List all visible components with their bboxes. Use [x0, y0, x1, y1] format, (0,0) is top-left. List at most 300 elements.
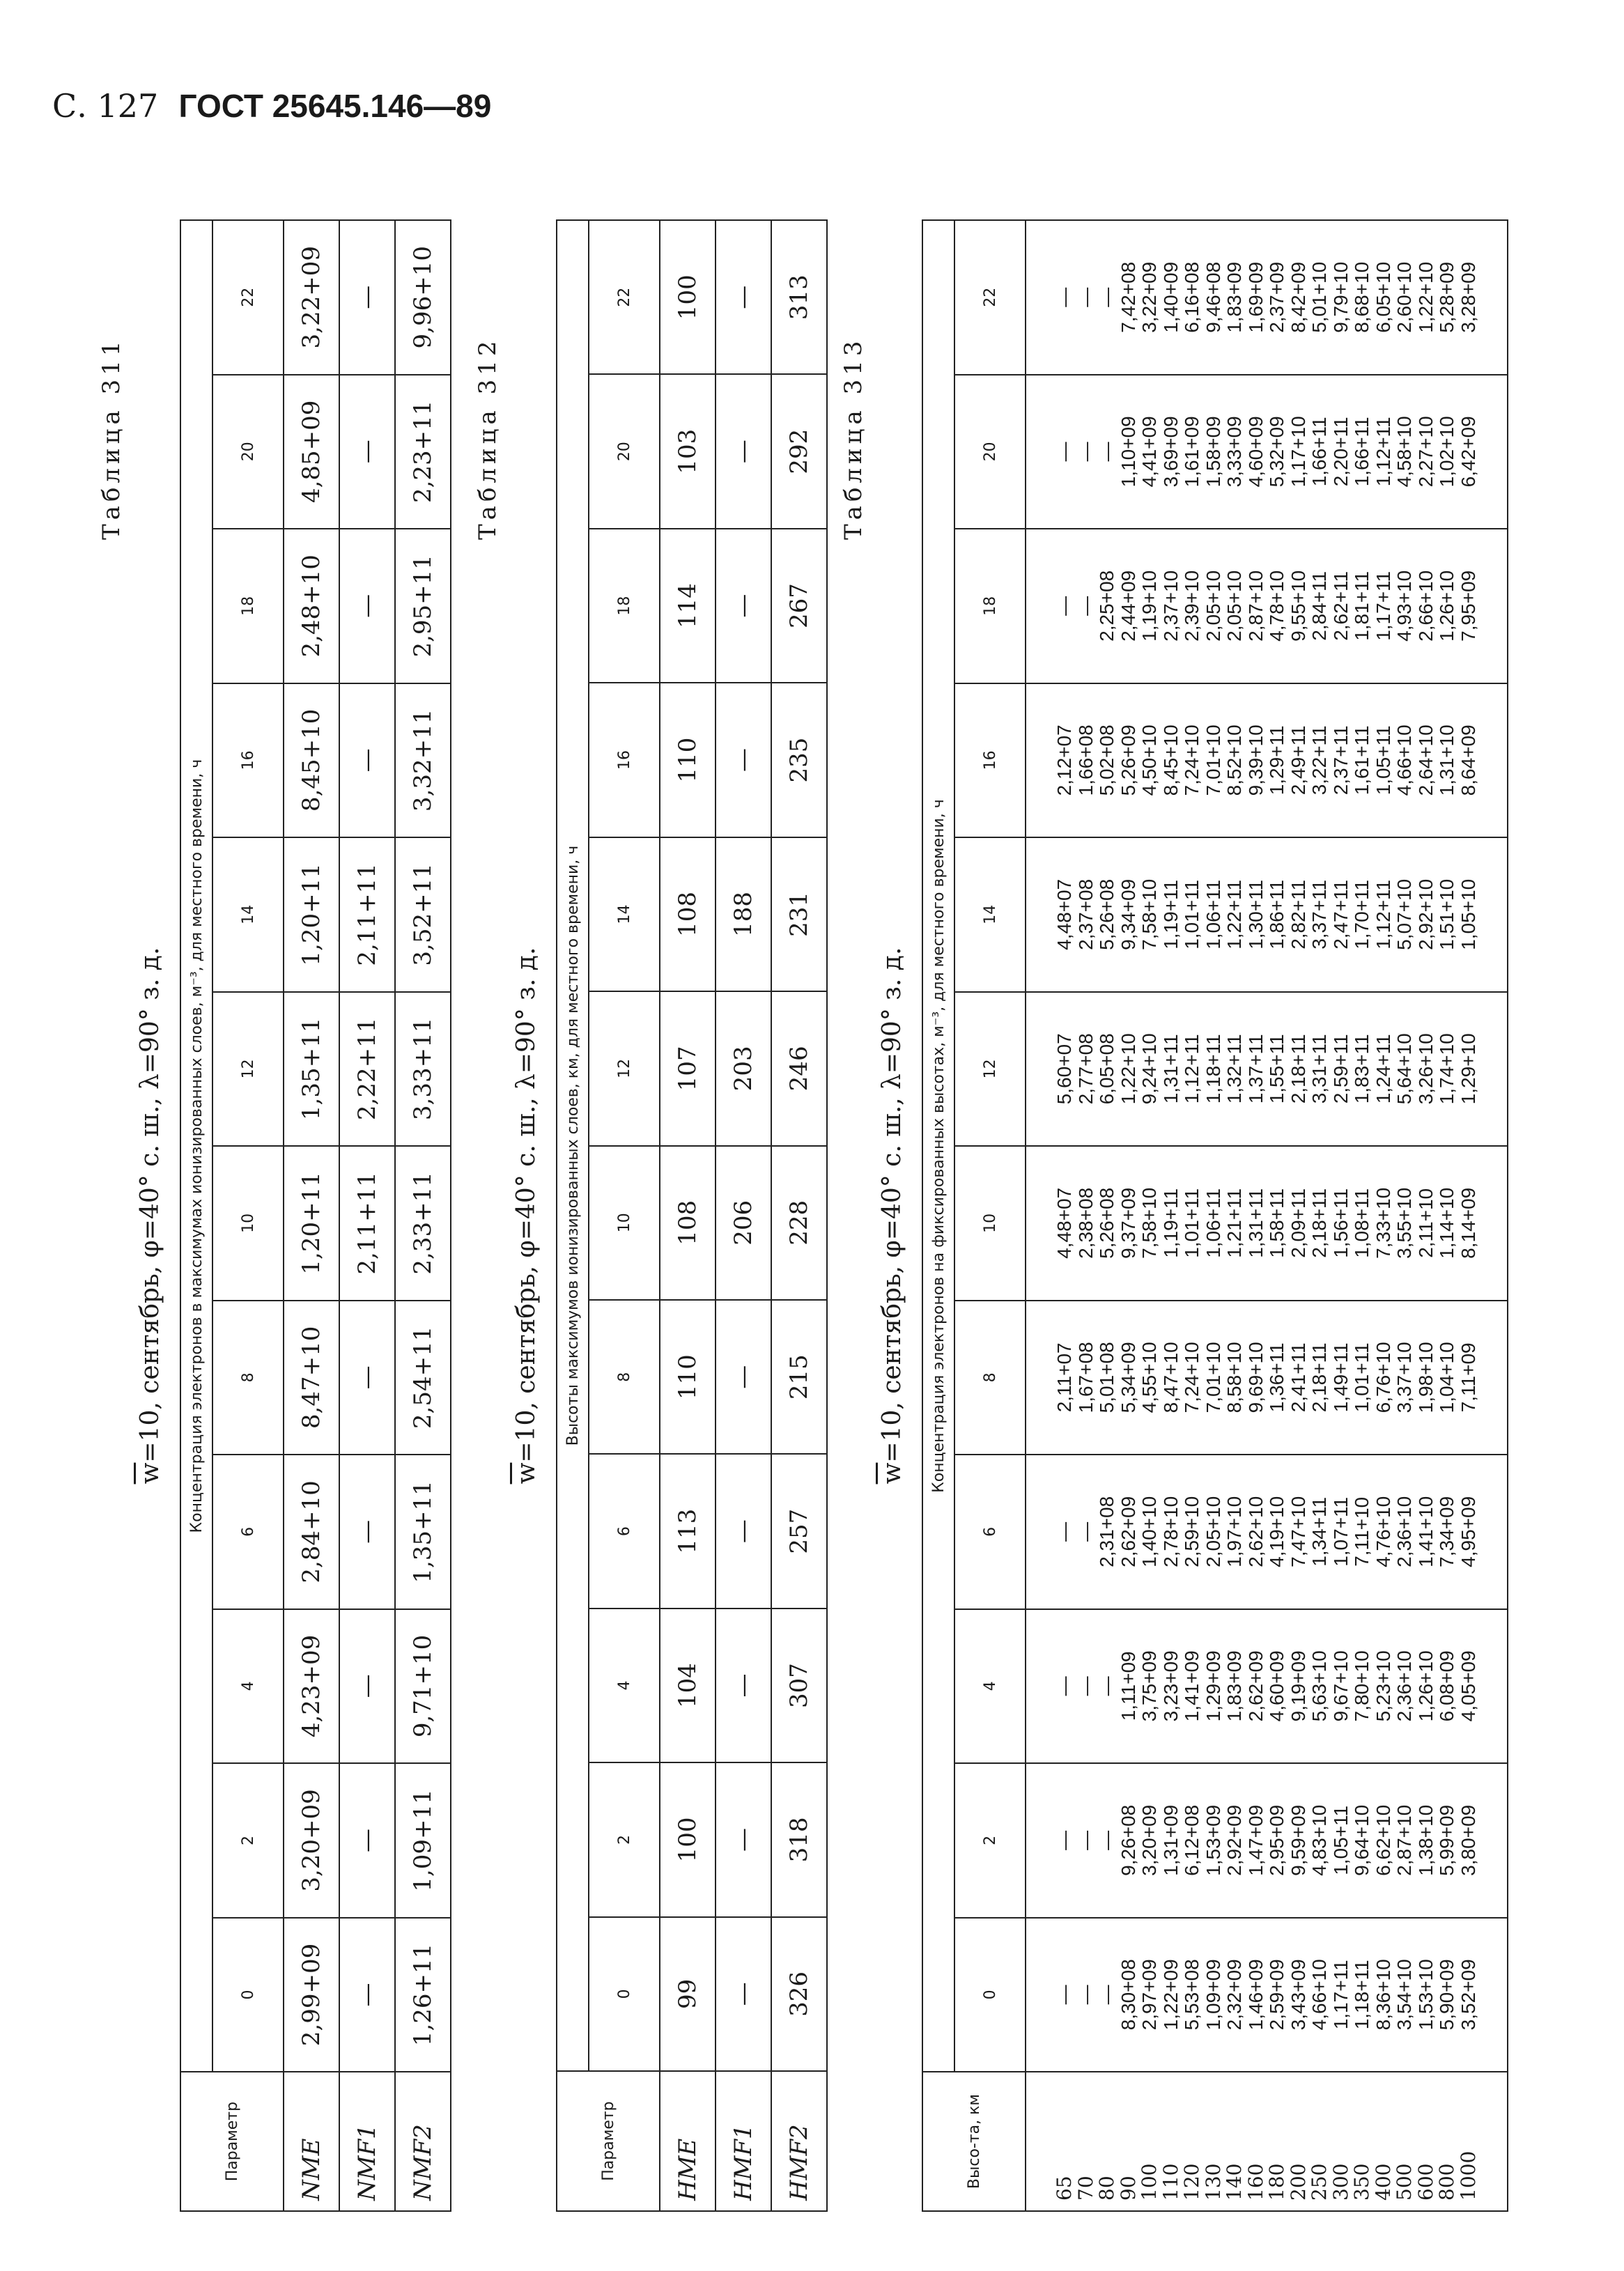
- hour-header: 8: [589, 1300, 660, 1454]
- value-cell: 6,05+08: [1096, 1033, 1118, 1105]
- value-cell: 2,37+11: [1329, 725, 1352, 796]
- value-cell: 2,44+09: [1117, 570, 1139, 642]
- hour-header: 22: [589, 220, 660, 374]
- value-cell: 1,38+10: [1414, 1804, 1437, 1876]
- height-value: 140: [1223, 2163, 1246, 2201]
- value-cell: 5,01+10: [1308, 261, 1330, 333]
- value-cell: 5,99+09: [1436, 1804, 1457, 1876]
- hour-header: 6: [589, 1454, 660, 1608]
- value-cell: 1,17+11: [1329, 1960, 1352, 2030]
- value-cell: 3,37+11: [1308, 879, 1330, 950]
- hour-header: 12: [954, 992, 1026, 1147]
- table-row: [339, 220, 395, 2211]
- value-cell: 1,40+10: [1138, 1496, 1160, 1567]
- value-cell: 4,66+10: [1393, 724, 1415, 796]
- value-cell: 3,20+09: [1138, 1804, 1160, 1876]
- value-cell: 5,23+10: [1372, 1650, 1394, 1722]
- value-column: [1026, 1301, 1508, 1455]
- value-cell: —: [339, 1918, 395, 2072]
- value-cell: 1,09+09: [1202, 1959, 1224, 2031]
- value-cell: 1,18+11: [1351, 1960, 1372, 2030]
- table-313-caption: Таблица 313: [840, 336, 867, 540]
- value-cell: 2,36+10: [1393, 1496, 1415, 1567]
- value-cell: 114: [660, 529, 716, 683]
- hour-header: 0: [954, 1918, 1026, 2072]
- value-column: [1026, 1918, 1508, 2072]
- value-cell: 1,70+11: [1351, 879, 1372, 950]
- subtitle-w: $\overline{w}$: [136, 1462, 164, 1485]
- hour-header: 6: [954, 1455, 1026, 1609]
- hour-header: 6: [212, 1455, 284, 1609]
- hour-header: 8: [212, 1301, 284, 1455]
- value-cell: 2,99+09: [284, 1918, 339, 2072]
- value-cell: 313: [771, 220, 827, 374]
- value-cell: 228: [771, 1146, 827, 1300]
- hour-header: 16: [589, 683, 660, 837]
- value-cell: 2,66+10: [1414, 570, 1437, 642]
- value-cell: 4,83+10: [1308, 1804, 1330, 1876]
- value-cell: 1,56+11: [1329, 1188, 1352, 1258]
- param-name: NMF1: [339, 2072, 395, 2211]
- value-cell: 1,09+11: [395, 1763, 451, 1918]
- value-cell: 1,97+10: [1223, 1496, 1245, 1567]
- value-cell: 9,69+10: [1244, 1342, 1267, 1413]
- value-cell: 2,41+11: [1287, 1342, 1309, 1413]
- page-header: [52, 87, 491, 125]
- value-cell: 1,04+10: [1436, 1342, 1457, 1413]
- value-cell: —: [1096, 442, 1118, 462]
- value-cell: 8,45+10: [284, 683, 339, 838]
- value-cell: 2,59+11: [1329, 1034, 1352, 1104]
- height-value: 80: [1095, 2176, 1118, 2201]
- value-cell: 1,22+09: [1159, 1959, 1182, 2031]
- value-cell: 1,07+11: [1329, 1496, 1352, 1567]
- value-cell: 9,19+09: [1287, 1650, 1309, 1722]
- value-cell: 1,41+09: [1181, 1650, 1202, 1722]
- value-cell: 8,36+10: [1372, 1959, 1394, 2031]
- value-cell: 1,53+09: [1202, 1804, 1224, 1876]
- value-cell: 1,40+09: [1159, 261, 1182, 333]
- value-cell: 9,96+10: [395, 220, 451, 375]
- value-cell: 1,31+11: [1244, 1188, 1267, 1258]
- value-cell: 110: [660, 1300, 716, 1454]
- value-cell: 1,22+10: [1117, 1033, 1139, 1105]
- value-cell: 4,48+07: [1053, 878, 1075, 950]
- value-cell: 1,14+10: [1436, 1187, 1457, 1259]
- value-cell: 2,84+11: [1308, 571, 1330, 641]
- value-cell: 5,63+10: [1308, 1650, 1330, 1722]
- value-cell: 108: [660, 837, 716, 991]
- value-cell: 1,01+11: [1181, 879, 1202, 950]
- hour-header: 12: [589, 991, 660, 1145]
- value-cell: 1,29+10: [1457, 1033, 1479, 1105]
- value-cell: 4,19+10: [1266, 1496, 1287, 1567]
- value-cell: 7,11+10: [1351, 1496, 1372, 1567]
- page-number: С. 127: [52, 87, 159, 125]
- value-cell: 2,33+11: [395, 1146, 451, 1301]
- param-name: NME: [284, 2072, 339, 2211]
- value-cell: 7,58+10: [1138, 1187, 1160, 1259]
- value-cell: 1,98+10: [1414, 1342, 1437, 1413]
- value-cell: 2,77+08: [1074, 1033, 1097, 1105]
- value-cell: 8,47+10: [1159, 1342, 1182, 1413]
- value-cell: 103: [660, 374, 716, 528]
- value-cell: 1,61+11: [1351, 725, 1372, 796]
- value-cell: 2,62+09: [1117, 1496, 1139, 1567]
- value-cell: 203: [716, 991, 771, 1145]
- value-cell: 2,59+09: [1266, 1959, 1287, 2031]
- value-cell: 1,18+11: [1202, 1034, 1224, 1104]
- value-cell: 2,37+10: [1159, 570, 1182, 642]
- value-cell: 4,78+10: [1266, 570, 1287, 642]
- value-cell: 3,22+09: [1138, 261, 1160, 333]
- value-cell: 5,34+09: [1117, 1342, 1139, 1413]
- table-312: [556, 219, 828, 2212]
- height-value: 120: [1180, 2163, 1203, 2201]
- param-header: Параметр: [180, 2072, 284, 2211]
- value-cell: 246: [771, 991, 827, 1145]
- value-cell: 2,64+10: [1414, 724, 1437, 796]
- value-cell: 1,31+09: [1159, 1804, 1182, 1876]
- value-cell: 5,28+09: [1436, 261, 1457, 333]
- value-cell: 1,26+10: [1414, 1650, 1437, 1722]
- value-cell: 9,34+09: [1117, 878, 1139, 950]
- value-cell: 2,27+10: [1414, 416, 1437, 488]
- value-cell: 9,37+09: [1117, 1187, 1139, 1259]
- value-cell: 1,74+10: [1436, 1033, 1457, 1105]
- height-value: 600: [1414, 2163, 1437, 2201]
- value-cell: 1,19+11: [1159, 879, 1182, 950]
- value-cell: 1,66+11: [1351, 417, 1372, 487]
- value-cell: 1,26+10: [1436, 570, 1457, 642]
- height-value: 200: [1286, 2163, 1310, 2201]
- value-cell: 2,82+11: [1287, 879, 1309, 950]
- value-cell: 2,49+11: [1287, 725, 1309, 796]
- value-cell: 5,26+08: [1096, 1187, 1118, 1259]
- value-cell: 2,37+08: [1074, 878, 1097, 950]
- value-cell: 1,12+11: [1372, 879, 1394, 950]
- value-cell: —: [1096, 1830, 1118, 1850]
- value-cell: 6,42+09: [1457, 416, 1479, 488]
- table-311-caption: Таблица 311: [98, 336, 125, 540]
- value-cell: —: [1053, 1521, 1075, 1542]
- value-cell: 9,79+10: [1329, 261, 1352, 333]
- value-cell: 2,18+11: [1308, 1188, 1330, 1258]
- value-cell: 3,23+09: [1159, 1650, 1182, 1722]
- table-312-caption: Таблица 312: [474, 336, 502, 540]
- value-cell: 7,95+09: [1457, 570, 1479, 642]
- table-312-block: [474, 219, 836, 2212]
- value-cell: 9,71+10: [395, 1609, 451, 1764]
- table-312-subtitle: $\overline{w}=10$, сентябрь, φ=40° с. ш., λ=90° з. д.: [512, 947, 541, 1485]
- value-cell: —: [1096, 1676, 1118, 1696]
- value-cell: 7,47+10: [1287, 1496, 1309, 1567]
- hour-header: 2: [212, 1763, 284, 1918]
- value-cell: 4,41+09: [1138, 416, 1160, 488]
- value-cell: 1,69+09: [1244, 261, 1267, 333]
- value-cell: 1,37+11: [1244, 1034, 1267, 1104]
- value-cell: 1,55+11: [1266, 1034, 1287, 1104]
- value-cell: 2,92+09: [1223, 1804, 1245, 1876]
- value-cell: 9,67+10: [1329, 1650, 1352, 1722]
- hour-header: 14: [954, 837, 1026, 992]
- value-cell: —: [716, 374, 771, 528]
- value-cell: 100: [660, 1762, 716, 1916]
- value-cell: 2,32+09: [1223, 1959, 1245, 2031]
- param-name: HME: [660, 2071, 716, 2211]
- height-column: [1026, 2072, 1508, 2211]
- value-cell: 2,62+11: [1329, 571, 1352, 641]
- value-cell: 1,61+09: [1181, 416, 1202, 488]
- value-cell: 9,64+10: [1351, 1804, 1372, 1876]
- value-cell: 8,64+09: [1457, 724, 1479, 796]
- value-cell: 4,05+09: [1457, 1650, 1479, 1722]
- value-cell: 8,30+08: [1117, 1959, 1139, 2031]
- height-value: 350: [1350, 2163, 1373, 2201]
- value-cell: 1,01+11: [1351, 1342, 1372, 1413]
- value-cell: 3,33+11: [395, 992, 451, 1147]
- standard-code: ГОСТ 25645.146—89: [178, 88, 492, 124]
- value-cell: 9,46+08: [1202, 261, 1224, 333]
- value-cell: 6,05+10: [1372, 261, 1394, 333]
- value-cell: 1,12+11: [1181, 1034, 1202, 1104]
- value-cell: 1,05+11: [1372, 725, 1394, 796]
- value-cell: 5,32+09: [1266, 416, 1287, 488]
- value-cell: 1,02+10: [1436, 416, 1457, 488]
- value-cell: 7,24+10: [1181, 1342, 1202, 1413]
- hour-header: 16: [212, 683, 284, 838]
- value-cell: 2,05+10: [1202, 570, 1224, 642]
- value-cell: 1,81+11: [1351, 571, 1372, 641]
- value-cell: —: [339, 220, 395, 375]
- value-cell: 1,24+11: [1372, 1034, 1394, 1104]
- value-cell: 3,20+09: [284, 1763, 339, 1918]
- height-value: 160: [1244, 2163, 1267, 2201]
- value-cell: 9,59+09: [1287, 1804, 1309, 1876]
- value-cell: 1,66+11: [1308, 417, 1330, 487]
- value-cell: —: [339, 1455, 395, 1609]
- value-column: [1026, 837, 1508, 992]
- value-cell: 307: [771, 1609, 827, 1762]
- value-cell: 231: [771, 837, 827, 991]
- value-cell: 2,95+09: [1266, 1804, 1287, 1876]
- value-cell: 267: [771, 529, 827, 683]
- value-cell: 1,53+10: [1414, 1959, 1437, 2031]
- hour-header: 22: [954, 220, 1026, 375]
- value-cell: 3,22+11: [1308, 725, 1330, 796]
- value-cell: 1,06+11: [1202, 1188, 1224, 1258]
- value-cell: 1,35+11: [284, 992, 339, 1147]
- value-cell: 2,20+11: [1329, 417, 1352, 487]
- value-cell: 4,50+10: [1138, 724, 1160, 796]
- value-cell: 2,12+07: [1053, 724, 1075, 796]
- value-cell: 2,11+07: [1053, 1342, 1075, 1413]
- value-cell: 1,58+09: [1202, 416, 1224, 488]
- value-cell: —: [716, 1917, 771, 2071]
- value-cell: 5,26+09: [1117, 724, 1139, 796]
- value-cell: —: [1074, 1830, 1097, 1850]
- value-cell: 2,22+11: [339, 992, 395, 1147]
- height-value: 100: [1138, 2163, 1161, 2201]
- height-value: 1000: [1456, 2150, 1480, 2201]
- value-cell: 1,12+11: [1372, 417, 1394, 487]
- value-cell: 1,17+10: [1287, 416, 1309, 488]
- table-311-block: [98, 219, 460, 2212]
- value-cell: 2,97+09: [1138, 1959, 1160, 2031]
- hour-header: 20: [589, 374, 660, 528]
- hour-header: 18: [212, 529, 284, 683]
- value-cell: 9,24+10: [1138, 1033, 1160, 1105]
- hour-header: 8: [954, 1301, 1026, 1455]
- value-cell: 5,53+08: [1181, 1959, 1202, 2031]
- value-cell: 7,80+10: [1351, 1650, 1372, 1722]
- value-cell: 5,64+10: [1393, 1033, 1415, 1105]
- value-column: [1026, 683, 1508, 838]
- value-cell: 1,22+11: [1223, 879, 1245, 950]
- value-cell: 235: [771, 683, 827, 837]
- value-cell: —: [1074, 442, 1097, 462]
- value-cell: —: [716, 1300, 771, 1454]
- value-cell: —: [1053, 287, 1075, 307]
- hour-header: 12: [212, 992, 284, 1147]
- value-cell: 3,52+09: [1457, 1959, 1479, 2031]
- value-cell: 2,23+11: [395, 375, 451, 529]
- value-cell: —: [1074, 1985, 1097, 2005]
- value-cell: 4,95+09: [1457, 1496, 1479, 1567]
- value-cell: 1,58+11: [1266, 1188, 1287, 1258]
- value-cell: 110: [660, 683, 716, 837]
- value-cell: 3,54+10: [1393, 1959, 1415, 2031]
- value-cell: 8,58+10: [1223, 1342, 1245, 1413]
- value-cell: 2,09+11: [1287, 1188, 1309, 1258]
- hour-header: 14: [212, 837, 284, 992]
- value-cell: 1,83+11: [1351, 1034, 1372, 1104]
- value-cell: 1,22+10: [1414, 261, 1437, 333]
- value-cell: 6,76+10: [1372, 1342, 1394, 1413]
- value-cell: 104: [660, 1609, 716, 1762]
- value-cell: —: [339, 375, 395, 529]
- value-cell: 2,37+09: [1266, 261, 1287, 333]
- table-311: [180, 219, 451, 2212]
- hour-header: 10: [954, 1146, 1026, 1301]
- value-cell: 1,83+09: [1223, 1650, 1245, 1722]
- value-cell: 1,19+10: [1138, 570, 1160, 642]
- hour-header: 18: [954, 529, 1026, 683]
- hour-header: 14: [589, 837, 660, 991]
- value-cell: 318: [771, 1762, 827, 1916]
- table-row: [660, 220, 716, 2211]
- value-cell: 257: [771, 1454, 827, 1608]
- value-cell: —: [339, 1609, 395, 1764]
- value-cell: 326: [771, 1917, 827, 2071]
- height-value: 90: [1116, 2176, 1140, 2201]
- value-cell: —: [1074, 1521, 1097, 1542]
- value-cell: 4,85+09: [284, 375, 339, 529]
- value-cell: 2,05+10: [1223, 570, 1245, 642]
- value-cell: 1,36+11: [1266, 1342, 1287, 1413]
- value-cell: 1,31+10: [1436, 724, 1457, 796]
- value-cell: 6,12+08: [1181, 1804, 1202, 1876]
- hour-header: 18: [589, 529, 660, 683]
- value-cell: 4,55+10: [1138, 1342, 1160, 1413]
- value-cell: 1,46+09: [1244, 1959, 1267, 2031]
- table-row: [716, 220, 771, 2211]
- value-cell: 5,90+09: [1436, 1959, 1457, 2031]
- value-cell: 1,35+11: [395, 1455, 451, 1609]
- value-cell: 3,75+09: [1138, 1650, 1160, 1722]
- value-cell: 1,49+11: [1329, 1342, 1352, 1413]
- value-cell: 2,48+10: [284, 529, 339, 683]
- value-cell: 2,59+10: [1181, 1496, 1202, 1567]
- table-row: [395, 220, 451, 2211]
- value-cell: —: [339, 1763, 395, 1918]
- value-cell: 5,02+08: [1096, 724, 1118, 796]
- height-value: 400: [1371, 2163, 1395, 2201]
- value-cell: 2,11+11: [339, 837, 395, 992]
- value-cell: 1,06+11: [1202, 879, 1224, 950]
- height-value: 70: [1074, 2176, 1097, 2201]
- value-cell: 2,87+10: [1244, 570, 1267, 642]
- value-cell: 5,07+10: [1393, 878, 1415, 950]
- value-cell: 108: [660, 1146, 716, 1300]
- value-cell: 4,23+09: [284, 1609, 339, 1764]
- value-cell: 7,01+10: [1202, 1342, 1224, 1413]
- value-cell: 107: [660, 991, 716, 1145]
- value-cell: 2,92+10: [1414, 878, 1437, 950]
- value-cell: 4,60+09: [1244, 416, 1267, 488]
- value-column: [1026, 375, 1508, 529]
- value-cell: 6,62+10: [1372, 1804, 1394, 1876]
- value-cell: —: [716, 1762, 771, 1916]
- value-cell: 4,48+07: [1053, 1187, 1075, 1259]
- value-cell: 2,84+10: [284, 1455, 339, 1609]
- value-cell: —: [1053, 442, 1075, 462]
- hour-header: 0: [589, 1917, 660, 2071]
- table-body-row: [1026, 220, 1508, 2211]
- value-cell: 292: [771, 374, 827, 528]
- value-cell: 1,29+09: [1202, 1650, 1224, 1722]
- param-name: HMF1: [716, 2071, 771, 2211]
- value-cell: 5,60+07: [1053, 1033, 1075, 1105]
- value-cell: 2,47+11: [1329, 879, 1352, 950]
- value-cell: 3,52+11: [395, 837, 451, 992]
- value-cell: 1,51+10: [1436, 878, 1457, 950]
- value-cell: 1,19+11: [1159, 1188, 1182, 1258]
- value-cell: 100: [660, 220, 716, 374]
- height-header: Высо-та, км: [922, 2072, 1026, 2211]
- height-value: 300: [1329, 2163, 1352, 2201]
- group-header: Концентрация электронов на фиксированных высотах, м⁻³, для местного времени, ч: [922, 220, 954, 2072]
- value-cell: 1,86+11: [1266, 879, 1287, 950]
- value-cell: 1,20+11: [284, 837, 339, 992]
- value-cell: 4,76+10: [1372, 1496, 1394, 1567]
- value-column: [1026, 1609, 1508, 1764]
- value-cell: 188: [716, 837, 771, 991]
- value-cell: 2,54+11: [395, 1301, 451, 1455]
- value-cell: 1,31+11: [1159, 1034, 1182, 1104]
- group-header: Концентрация электронов в максимумах ионизированных слоев, м⁻³, для местного времени, ч: [180, 220, 212, 2072]
- value-cell: 8,52+10: [1223, 724, 1245, 796]
- value-cell: 8,45+10: [1159, 724, 1182, 796]
- value-cell: 2,95+11: [395, 529, 451, 683]
- value-cell: 206: [716, 1146, 771, 1300]
- value-cell: —: [716, 683, 771, 837]
- value-cell: 7,01+10: [1202, 724, 1224, 796]
- table-311-subtitle: $\overline{w}=10$, сентябрь, φ=40° с. ш., λ=90° з. д.: [136, 947, 164, 1485]
- value-cell: 7,24+10: [1181, 724, 1202, 796]
- value-cell: —: [339, 683, 395, 838]
- height-value: 65: [1053, 2176, 1076, 2201]
